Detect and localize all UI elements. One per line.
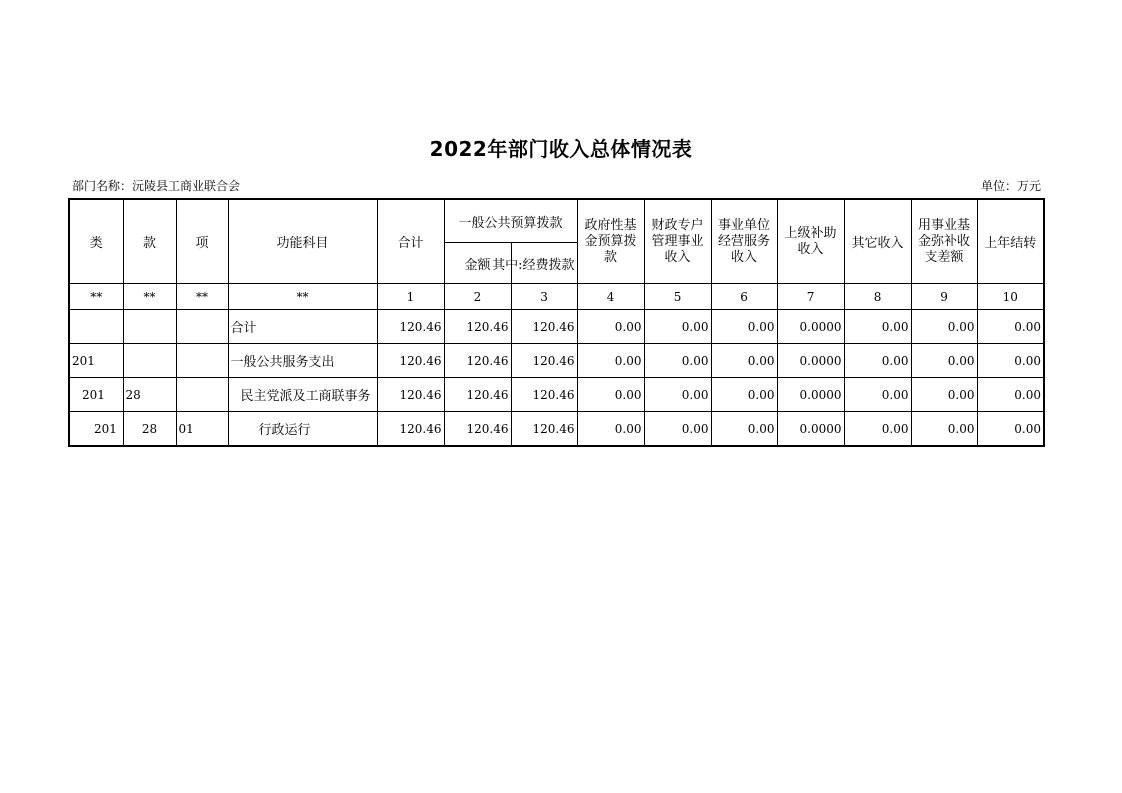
header-xiang: 项 — [176, 199, 228, 284]
index-cell: ** — [176, 284, 228, 310]
cell-superior: 0.0000 — [777, 412, 844, 447]
header-of-which-text: 其中:经费拨款 — [492, 257, 575, 273]
cell-kuan: 28 — [123, 378, 176, 412]
cell-other: 0.00 — [844, 412, 911, 447]
header-kuan: 款 — [123, 199, 176, 284]
cell-carryover: 0.00 — [977, 344, 1044, 378]
cell-amount: 120.46 — [444, 310, 511, 344]
cell-lei: 201 — [69, 378, 123, 412]
cell-amount: 120.46 — [444, 344, 511, 378]
cell-gov-fund: 0.00 — [577, 412, 644, 447]
header-function-subject: 功能科目 — [228, 199, 377, 284]
cell-subject: 民主党派及工商联事务 — [228, 378, 377, 412]
cell-reserve: 0.00 — [911, 310, 977, 344]
cell-lei: 201 — [69, 344, 123, 378]
cell-operating: 0.00 — [711, 310, 777, 344]
header-superior-subsidy: 上级补助收入 — [777, 199, 844, 284]
table-row — [69, 310, 1044, 344]
index-cell: 8 — [844, 284, 911, 310]
cell-operating: 0.00 — [711, 344, 777, 378]
page-title: 2022年部门收入总体情况表 — [429, 137, 693, 161]
header-row-1 — [69, 199, 1044, 243]
cell-xiang — [176, 378, 228, 412]
cell-other: 0.00 — [844, 310, 911, 344]
table-row — [69, 344, 1044, 378]
cell-total: 120.46 — [377, 310, 444, 344]
cell-gov-fund: 0.00 — [577, 378, 644, 412]
cell-fiscal-special: 0.00 — [644, 412, 711, 447]
index-cell: 2 — [444, 284, 511, 310]
cell-total: 120.46 — [377, 378, 444, 412]
cell-operating: 0.00 — [711, 378, 777, 412]
cell-subject: 一般公共服务支出 — [228, 344, 377, 378]
cell-kuan — [123, 310, 176, 344]
cell-carryover: 0.00 — [977, 412, 1044, 447]
cell-reserve: 0.00 — [911, 412, 977, 447]
cell-reserve: 0.00 — [911, 378, 977, 412]
cell-carryover: 0.00 — [977, 378, 1044, 412]
index-cell: 4 — [577, 284, 644, 310]
cell-superior: 0.0000 — [777, 310, 844, 344]
income-summary-table — [68, 198, 1045, 447]
cell-xiang: 01 — [176, 412, 228, 447]
index-cell: 3 — [511, 284, 577, 310]
index-cell: 9 — [911, 284, 977, 310]
cell-subject: 合计 — [228, 310, 377, 344]
cell-gov-fund: 0.00 — [577, 344, 644, 378]
cell-superior: 0.0000 — [777, 378, 844, 412]
cell-operating: 0.00 — [711, 412, 777, 447]
cell-of-which: 120.46 — [511, 412, 577, 447]
cell-kuan — [123, 344, 176, 378]
index-cell: ** — [123, 284, 176, 310]
cell-fiscal-special: 0.00 — [644, 310, 711, 344]
index-cell: 7 — [777, 284, 844, 310]
cell-of-which: 120.46 — [511, 310, 577, 344]
cell-of-which: 120.46 — [511, 344, 577, 378]
header-reserve-fund: 用事业基金弥补收支差额 — [911, 199, 977, 284]
cell-reserve: 0.00 — [911, 344, 977, 378]
index-cell: 5 — [644, 284, 711, 310]
header-lei: 类 — [69, 199, 123, 284]
cell-subject: 行政运行 — [228, 412, 377, 447]
index-row — [69, 284, 1044, 310]
cell-fiscal-special: 0.00 — [644, 344, 711, 378]
table-row — [69, 412, 1044, 447]
header-operating-service: 事业单位经营服务收入 — [711, 199, 777, 284]
header-amount: 金额 — [444, 243, 511, 284]
cell-fiscal-special: 0.00 — [644, 378, 711, 412]
department-name: 部门名称：沅陵县工商业联合会 — [72, 179, 241, 193]
index-cell: 1 — [377, 284, 444, 310]
cell-other: 0.00 — [844, 344, 911, 378]
cell-kuan: 28 — [123, 412, 176, 447]
index-cell: 10 — [977, 284, 1044, 310]
table-row — [69, 378, 1044, 412]
cell-total: 120.46 — [377, 344, 444, 378]
header-prior-year-carryover: 上年结转 — [977, 199, 1044, 284]
cell-total: 120.46 — [377, 412, 444, 447]
cell-xiang — [176, 344, 228, 378]
cell-carryover: 0.00 — [977, 310, 1044, 344]
cell-other: 0.00 — [844, 378, 911, 412]
cell-amount: 120.46 — [444, 378, 511, 412]
header-gov-fund: 政府性基金预算拨款 — [577, 199, 644, 284]
cell-superior: 0.0000 — [777, 344, 844, 378]
cell-amount: 120.46 — [444, 412, 511, 447]
cell-xiang — [176, 310, 228, 344]
header-general-budget: 一般公共预算拨款 — [444, 199, 577, 243]
cell-lei: 201 — [69, 412, 123, 447]
header-of-which — [492, 243, 577, 284]
cell-lei — [69, 310, 123, 344]
header-fiscal-special: 财政专户管理事业收入 — [644, 199, 711, 284]
index-cell: 6 — [711, 284, 777, 310]
cell-gov-fund: 0.00 — [577, 310, 644, 344]
cell-of-which: 120.46 — [511, 378, 577, 412]
index-cell: ** — [69, 284, 123, 310]
index-cell: ** — [228, 284, 377, 310]
header-total: 合计 — [377, 199, 444, 284]
header-other-income: 其它收入 — [844, 199, 911, 284]
unit-label: 单位：万元 — [980, 179, 1041, 193]
